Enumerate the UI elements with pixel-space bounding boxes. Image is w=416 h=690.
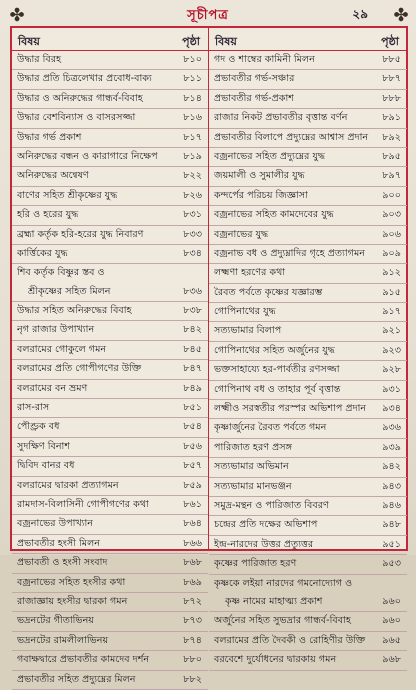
toc-entry-page: ৯১২ (382, 267, 401, 279)
toc-entry-subject: রাজার নিকট প্রভাবতীর বৃত্তান্ত বর্ণন (214, 112, 348, 124)
toc-entry-subject: উদ্ধার প্রতি চিত্রলেখার প্রবোধ-বাক্য (17, 73, 152, 85)
toc-entry-subject: প্রভাবতীর বিলাপে প্রদ্যুম্নের আশ্বাস প্রদান (214, 131, 369, 143)
toc-entry (209, 187, 407, 206)
toc-entry-subject: সুদক্ষিণ বিনাশ (17, 440, 71, 452)
toc-entry-subject: রাজাজ্ঞায় হংসীর দ্বারকা গমন (17, 595, 128, 607)
toc-entry-page: ৯১৭ (382, 306, 401, 318)
toc-entry-subject: সত্যভামার অভিমান (214, 461, 289, 473)
toc-entry-subject: রাস-রাস (17, 402, 50, 414)
toc-entry-page: ৯২৮ (382, 364, 401, 376)
toc-entry-subject: জয়মালী ও সুমালীর যুদ্ধ (214, 170, 305, 182)
toc-entry-page: ৮৪৭ (183, 363, 202, 375)
toc-entry (209, 342, 407, 361)
toc-entry-subject: রৈবত পর্বতে কৃষ্ণের যজ্ঞারম্ভ (214, 286, 323, 298)
toc-entry-subject: গোপিনাথের সহিত অর্জুনের যুদ্ধ (214, 344, 335, 356)
toc-entry (12, 457, 208, 476)
toc-entry-page: ৮৭৪ (183, 634, 202, 646)
toc-entry-subject: কার্ত্তিকের যুদ্ধ (17, 247, 68, 259)
toc-entry-page: ৮৪৯ (183, 382, 202, 394)
subject-header: বিষয় (18, 35, 40, 48)
toc-entry-subject: পারিজাত হরণ প্রসঙ্গ (214, 441, 292, 453)
toc-entry-page: ৮৭২ (183, 595, 202, 607)
toc-entry-page: ৮৬৯ (183, 576, 202, 588)
toc-entry-page: ৯২১ (382, 325, 401, 337)
toc-entry-page: ৮৭৩ (183, 615, 202, 627)
toc-entry (209, 632, 407, 651)
toc-entry (12, 70, 208, 89)
toc-entry-subject: ভদ্রনটের গীতাভিনয় (17, 615, 94, 627)
toc-entry (12, 206, 208, 225)
toc-entry-subject: বজ্রনাভের সহিত হংসীর কথা (17, 576, 126, 588)
toc-entry (209, 206, 407, 225)
toc-entry-subject: নৃগ রাজার উপাখ্যান (17, 324, 95, 336)
toc-entry-subject: ভদ্রনটের রামলীলাভিনয় (17, 634, 109, 646)
column-header (12, 28, 208, 51)
toc-rows-right (209, 51, 407, 666)
toc-entry-subject: কৃষ্ণার্জুনের রৈবত পর্বতে গমন (214, 422, 327, 434)
toc-entry-subject: উদ্ধার ও অনিরুদ্ধের গান্ধর্ব-বিবাহ (17, 92, 143, 104)
toc-entry-page: ৮৬৪ (183, 518, 202, 530)
toc-entry-page: ৮৪৫ (183, 343, 202, 355)
toc-entry-subject: অনিরুদ্ধের অন্বেষণ (17, 170, 89, 182)
toc-entry-page: ৯৪২ (382, 461, 401, 473)
toc-entry-page: ৮৩৮ (183, 305, 202, 317)
toc-entry-page: ৮৩১ (183, 209, 202, 221)
toc-entry-page: ৯৩৬ (382, 422, 401, 434)
toc-entry (209, 419, 407, 438)
toc-entry-subject: বজ্রনাভের উপাখ্যান (17, 518, 93, 530)
toc-entry (209, 129, 407, 148)
toc-column-left (12, 28, 208, 685)
toc-entry-subject: বলরামের প্রতি গোপীগণের উক্তি (17, 363, 142, 375)
toc-entry-page: ৮১০ (183, 54, 202, 65)
toc-entry-page: ৯৫১ (382, 538, 401, 550)
toc-entry-page: ৯৬৮ (382, 654, 401, 666)
toc-entry-page: ৮৫১ (183, 402, 202, 414)
toc-entry-subject: প্রভাবতীর সহিত প্রদ্যুম্নের মিলন (17, 673, 136, 685)
toc-entry-page: ৯০৬ (382, 228, 401, 240)
toc-entry-subject: বলরামের গোকুলে গমন (17, 343, 107, 355)
toc-entry (209, 651, 407, 670)
toc-entry (12, 632, 208, 651)
toc-entry-page: ৮৯৫ (382, 150, 401, 162)
toc-entry-subject: প্রভাবতীর হংসী মিলন (17, 537, 100, 549)
toc-entry-page: ৮৬১ (183, 498, 202, 510)
toc-entry-subject: প্রভাবতীর গর্ভ-সঞ্চার (214, 73, 295, 85)
page-number: ২৯ (352, 7, 368, 21)
toc-entry-subject: গদ ও শাম্বের কামিনী মিলন (214, 54, 315, 65)
toc-entry-page: ৮৮২ (183, 673, 202, 685)
toc-entry-page: ৮৬৮ (183, 557, 202, 569)
toc-entry-page: ৮১১ (183, 73, 202, 85)
toc-entry (12, 360, 208, 379)
toc-entry (12, 302, 208, 321)
toc-entry-subject: কন্দর্পের পরিচয় জিজ্ঞাসা (214, 189, 308, 201)
toc-entry-page: ৮৮৮ (382, 92, 401, 104)
toc-entry-subject: অর্জুনের সহিত সুভদ্রার গান্ধর্ব-বিবাহ (214, 615, 351, 627)
toc-entry-subject: বলরামের প্রতি দৈবকী ও রোহিণীর উক্তি (214, 634, 366, 646)
toc-entry (209, 148, 407, 167)
toc-entry-subject: হরি ও হরের যুদ্ধ (17, 209, 79, 221)
toc-entry (12, 418, 208, 437)
toc-entry-page: ৮১৪ (183, 92, 202, 104)
toc-column-right (208, 28, 407, 666)
toc-entry-subject: গবাক্ষদ্বারে প্রভাবতীর কামদেব দর্শন (17, 654, 150, 666)
toc-entry-subject: উদ্ধার সহিত অনিরুদ্ধের বিবাহ (17, 305, 132, 317)
toc-entry (209, 361, 407, 380)
toc-entry-page: ৯৫৩ (382, 558, 401, 570)
toc-entry-subject: সত্যভামার বিলাপ (214, 325, 282, 337)
toc-entry-subject: বরবেশে দুর্যোধনের দ্বারকায় গমন (214, 654, 337, 666)
toc-entry-subject: বজ্রনাভের সহিত কামদেবের যুদ্ধ (214, 209, 334, 221)
toc-entry (12, 399, 208, 418)
toc-entry-subject: ভক্তসাহায্যে হর-পার্বতীর রণসজ্জা (214, 364, 340, 376)
toc-entry-subject: ইন্দ্র-নারদের উত্তর প্রত্যুত্তর (214, 538, 314, 550)
toc-entry-page: ৯৬৫ (382, 634, 401, 646)
toc-entry (12, 283, 208, 302)
toc-entry (209, 51, 407, 70)
toc-entry-subject: রামদাস-বিলাসিনী গোপীগণের কথা (17, 498, 149, 510)
toc-entry-subject: বাণের সহিত শ্রীকৃষ্ণের যুদ্ধ (17, 189, 118, 201)
toc-entry-subject: চন্দ্রের প্রতি দক্ষের অভিশাপ (214, 519, 318, 531)
toc-entry (209, 90, 407, 109)
toc-entry-page: ৮১৭ (183, 131, 202, 143)
toc-entry-page: ৯০৩ (382, 209, 401, 221)
toc-entry (209, 284, 407, 303)
toc-entry (209, 226, 407, 245)
toc-entry-page: ৮৮০ (183, 654, 202, 666)
toc-entry (12, 496, 208, 515)
toc-entry (209, 593, 407, 612)
toc-entry (12, 109, 208, 128)
toc-entry (12, 438, 208, 457)
toc-entry-subject: সত্যভামার মানভঞ্জন (214, 480, 292, 492)
toc-entry (209, 478, 407, 497)
toc-entry-subject: সমুদ্র-মন্থন ও পারিজাত বিবরণ (214, 499, 329, 511)
toc-entry-page: ৮৯২ (382, 131, 401, 143)
toc-entry (209, 497, 407, 516)
toc-entry-page: ৮২২ (183, 170, 202, 182)
toc-entry-page: ৮৫৭ (183, 460, 202, 472)
toc-entry-subject: কৃষ্ণের পারিজাত হরণ (214, 558, 297, 570)
toc-entry-page: ৯১৫ (382, 286, 401, 298)
toc-entry-subject: শিব কর্তৃক বিষ্ণুর স্তব ও (17, 267, 105, 279)
toc-entry (12, 671, 208, 690)
toc-entry-subject: অনিরুদ্ধের বন্ধন ও কারাগারে নিক্ষেপ (17, 150, 158, 162)
ornament-right-icon: ✤ (393, 5, 409, 26)
toc-entry-subject: পৌণ্ড্রক বধ (17, 421, 60, 433)
toc-rows-left (12, 51, 208, 685)
toc-entry (12, 148, 208, 167)
toc-entry-subject: বলরামের দ্বারকা প্রত্যাগমন (17, 479, 119, 491)
toc-entry-subject: গোপিনাথের যুদ্ধ (214, 306, 276, 318)
toc-entry (12, 612, 208, 631)
toc-entry (12, 226, 208, 245)
toc-entry-page: ৮৯৭ (382, 170, 401, 182)
toc-entry-page: ৯০০ (382, 189, 401, 201)
toc-entry (12, 321, 208, 340)
toc-entry-subject: কৃষ্ণকে লইয়া নারদের গমনোদ্যোগ ও (214, 577, 353, 589)
toc-entry (209, 555, 407, 574)
toc-entry-subject: উদ্ধার বিরহ (17, 54, 62, 65)
toc-entry (209, 381, 407, 400)
toc-entry-page: ৮৩৪ (183, 247, 202, 259)
toc-entry-page: ৯৪৬ (382, 499, 401, 511)
toc-entry-page: ৯৩৪ (382, 403, 401, 415)
toc-entry-subject: উদ্ধার বেশবিন্যাস ও বাসরসজ্জা (17, 112, 136, 124)
toc-entry (12, 574, 208, 593)
toc-entry-subject: বজ্রনাভ বধ ও প্রদ্যুম্নাদির গৃহে প্রত্যাগমন (214, 247, 366, 259)
page-title: সূচীপত্র (187, 8, 229, 23)
toc-entry-page: ৯০৯ (382, 247, 401, 259)
toc-entry (12, 651, 208, 670)
page-header-label: পৃষ্ঠা (182, 35, 200, 48)
toc-entry-page: ৯৪৮ (382, 519, 401, 531)
toc-entry (209, 400, 407, 419)
ornament-left-icon: ✤ (9, 5, 25, 26)
toc-entry-subject: কৃষ্ণ নামের মাহাত্ম্য প্রকাশ (225, 595, 323, 607)
toc-entry (12, 535, 208, 554)
toc-entry-subject: প্রভাবতী ও হংসী সংবাদ (17, 557, 108, 569)
toc-entry-page: ৮৪২ (183, 324, 202, 336)
toc-entry-page: ৯৪৩ (382, 480, 401, 492)
toc-entry-page: ৮৮৭ (382, 73, 401, 85)
toc-entry-page: ৯৬০ (382, 595, 401, 607)
page-header-label: পৃষ্ঠা (381, 35, 399, 48)
toc-entry (209, 575, 407, 593)
toc-entry (12, 515, 208, 534)
toc-entry-page: ৮৫৪ (183, 421, 202, 433)
toc-entry (12, 167, 208, 186)
toc-entry-page: ৮২৬ (183, 189, 202, 201)
toc-entry-page: ৯২৩ (382, 344, 401, 356)
toc-entry-page: ৮৫৯ (183, 479, 202, 491)
toc-entry (209, 439, 407, 458)
toc-entry (12, 51, 208, 70)
toc-entry (209, 458, 407, 477)
toc-entry-subject: বজ্রনাভের সহিত প্রদ্যুম্নের যুদ্ধ (214, 150, 326, 162)
toc-entry-page: ৮৩৬ (183, 285, 202, 297)
toc-entry (209, 245, 407, 264)
toc-entry (12, 477, 208, 496)
toc-entry (209, 303, 407, 322)
toc-entry (12, 90, 208, 109)
toc-entry-subject: লক্ষ্মণা হরণের কথা (214, 267, 286, 279)
toc-entry-subject: ব্রহ্মা কর্তৃক হরি-হরের যুদ্ধ নিবারণ (17, 228, 144, 240)
toc-entry (209, 322, 407, 341)
subject-header: বিষয় (215, 35, 237, 48)
toc-entry-page: ৮১৯ (183, 150, 202, 162)
toc-entry (209, 70, 407, 89)
toc-entry-page: ৮৯১ (382, 112, 401, 124)
toc-entry-page: ৯৩১ (382, 383, 401, 395)
toc-entry-page: ৯৩৯ (382, 441, 401, 453)
toc-entry (12, 593, 208, 612)
toc-entry-page: ৯৬০ (382, 615, 401, 627)
toc-entry (12, 245, 208, 264)
toc-entry (209, 264, 407, 283)
toc-entry-subject: দ্বিবিদ বানর বধ (17, 460, 75, 472)
toc-entry-subject: উদ্ধার গর্ভ প্রকাশ (17, 131, 82, 143)
toc-entry-subject: লক্ষ্মীও সরস্বতীর পরস্পর অভিশাপ প্রদান (214, 403, 367, 415)
toc-entry-page: ৮৮৫ (382, 54, 401, 65)
toc-entry-page: ৮১৬ (183, 112, 202, 124)
column-header (209, 28, 407, 51)
toc-entry-subject: গোপিনাথ বধ ও তাহার পূর্ব বৃত্তান্ত (214, 383, 341, 395)
toc-entry (12, 341, 208, 360)
toc-entry-subject: শ্রীকৃষ্ণের সহিত মিলন (28, 285, 111, 297)
toc-entry-subject: বজ্রনাভের যুদ্ধ (214, 228, 269, 240)
toc-entry-page: ৮৩৩ (183, 228, 202, 240)
toc-entry (12, 554, 208, 573)
toc-entry-subject: বলরামের বন ভ্রমণ (17, 382, 88, 394)
toc-entry (209, 516, 407, 535)
toc-entry-subject: প্রভাবতীর গর্ভ-প্রকাশ (214, 92, 294, 104)
toc-entry (209, 167, 407, 186)
toc-entry (209, 612, 407, 631)
toc-entry (12, 380, 208, 399)
toc-entry (12, 264, 208, 282)
toc-entry-page: ৮৫৬ (183, 440, 202, 452)
toc-entry (12, 187, 208, 206)
toc-entry (12, 129, 208, 148)
toc-entry (209, 109, 407, 128)
toc-table (10, 26, 408, 685)
toc-entry (209, 536, 407, 555)
toc-entry-page: ৮৬৬ (183, 537, 202, 549)
